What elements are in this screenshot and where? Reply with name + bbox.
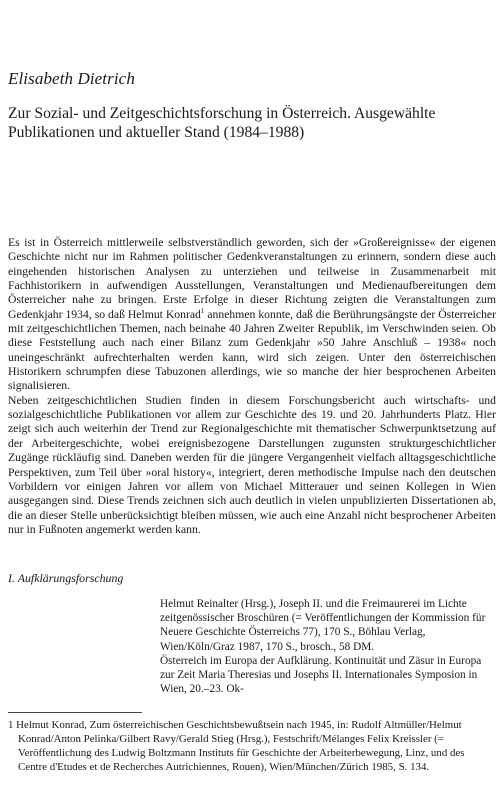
article-body bbox=[8, 236, 496, 537]
article-title: Zur Sozial- und Zeitgeschichtsforschung in Österreich. Ausgewählte Publikationen und aktueller Stand (1984–1988) bbox=[8, 105, 436, 141]
bibliography-entry: Helmut Reinalter (Hrsg.), Joseph II. und die Freimaurerei im Lichte zeitgenössischer Broschüren (= Veröffentlichungen der Kommission für Neuere Geschichte Österreichs 77), 170 S., Böhlau Verlag, Wien/Köln/Graz 1987, 170 S., brosch., 58 DM. bbox=[160, 598, 486, 653]
body-paragraph-1-part-b: annehmen konnte, daß die Berührungsängste der Österreicher mit zeitgeschichtlichen Themen, nach beinahe 40 Jahren Zweiter Republik, im Verschwinden seien. Ob diese Feststellung auch nach einer Bilanz zum Gedenkjahr »50 Jahre Anschluß – 1938« noch uneingeschränkt aufrechterhalten werden kann, wird sich zeigen. Unter den österreichischen Historikern schrumpfen diese Tabuzonen allerdings, wie so manche der hier besprochenen Arbeiten signalisieren. bbox=[8, 307, 496, 393]
footnote-text: 1 Helmut Konrad, Zum österreichischen Geschichtsbewußtsein nach 1945, in: Rudolf Altmüller/Helmut Konrad/Anton Pelinka/Gilbert Ravy/Gerald Stieg (Hrsg.), Festschrift/Mélanges Felix Kreissler (= Veröffentlichung des Ludwig Boltzmann Instituts für Geschichte der Arbeiterbewegung, Linz, und des Centre d'Etudes et de Recherches Autrichiennes, Rouen), Wien/München/Zürich 1985, S. 134. bbox=[8, 719, 465, 774]
bibliography-list bbox=[160, 597, 496, 696]
footnote-reference: 1 bbox=[200, 306, 205, 315]
author-name: Elisabeth Dietrich bbox=[8, 69, 135, 88]
section-heading: I. Aufklärungsforschung bbox=[8, 571, 124, 585]
body-paragraph-1-part-a: Es ist in Österreich mittlerweile selbstverständlich geworden, sich der »Großereignisse« der eigenen Geschichte nicht nur im Rahmen politischer Gedenkveranstaltungen zu erinnern, sondern diese auch eingehenden historischen Analysen zu unterziehen und teilweise in Zusammenarbeit mit Fachhistorikern in aufwendigen Ausstellungen, Veranstaltungen und Medienaufbereitungen dem Österreicher nahe zu bringen. Erste Erfolge in dieser Richtung zeigten die Veranstaltungen zum Gedenkjahr 1934, so daß Helmut Konrad bbox=[8, 236, 496, 321]
body-paragraph-1 bbox=[8, 236, 496, 394]
footnote bbox=[8, 718, 496, 774]
body-paragraph-2: Neben zeitgeschichtlichen Studien finden in diesem Forschungsbericht auch wirtschafts- und sozialgeschichtliche Publikationen vor allem zur Geschichte des 19. und 20. Jahrhunderts Platz. Hier zeigt sich auch weiterhin der Trend zur Regionalgeschichte mit thematischer Schwerpunktsetzung auf der Arbeitergeschichte, wobei ereignisbezogene Darstellungen zugunsten strukturgeschichtlicher Zugänge rückläufig sind. Daneben werden für die jüngere Vergangenheit vielfach alltagsgeschichtliche Perspektiven, zum Teil über »oral history«, integriert, deren methodische Impulse nach den deutschen Vorbildern vor einigen Jahren vor allem von Michael Mitterauer und seinen Kollegen in Wien ausgegangen sind. Diese Trends zeichnen sich auch deutlich in vielen unpublizierten Dissertationen ab, die an dieser Stelle unberücksichtigt bleiben müssen, wie auch eine Anzahl nicht besprochener Arbeiten nur in Fußnoten angemerkt werden kann. bbox=[8, 393, 496, 536]
bibliography-entry: Österreich im Europa der Aufklärung. Kontinuität und Zäsur in Europa zur Zeit Maria Theresias und Josephs II. Internationales Symposion in Wien, 20.–23. Ok- bbox=[160, 654, 482, 696]
footnote-divider bbox=[8, 712, 142, 713]
